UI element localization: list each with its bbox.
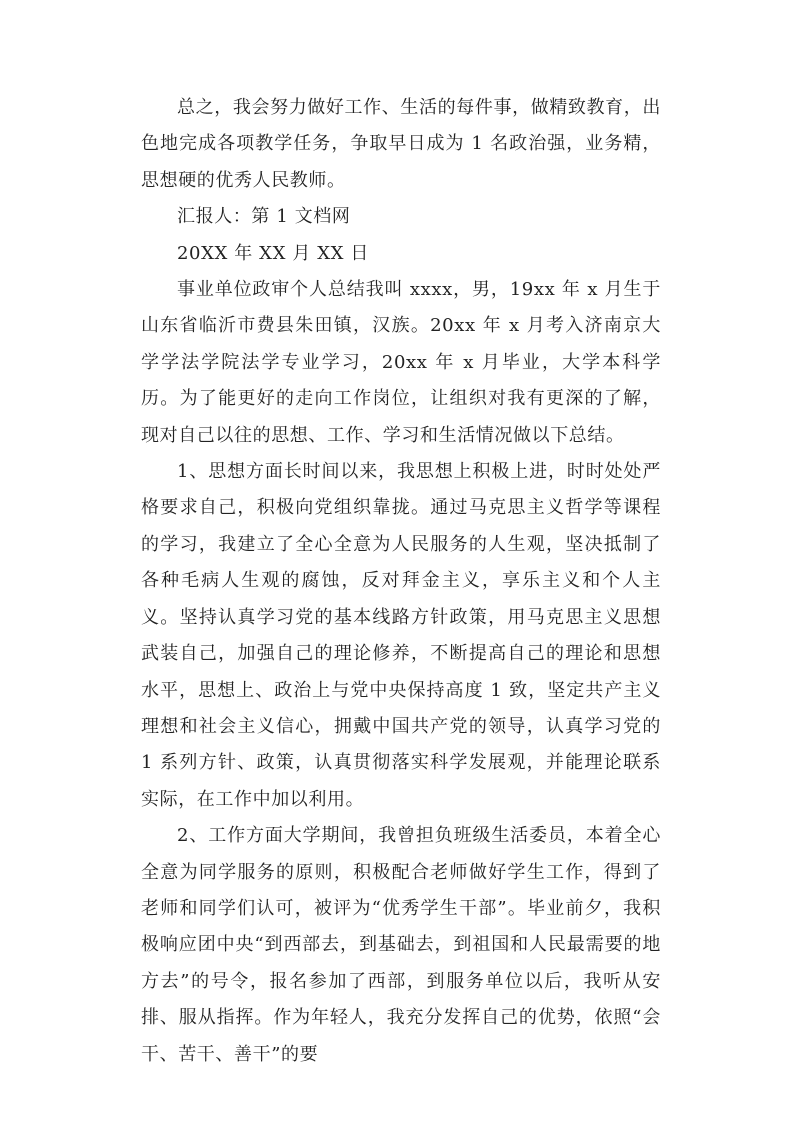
- work-paragraph: 2、工作方面大学期间，我曾担负班级生活委员，本着全心全意为同学服务的原则，积极配合老师做好学生工作，得到了老师和同学们认可，被评为“优秀学生干部”。毕业前夕，我积极响应团中央“到西部去，到基础去，到祖国和人民最需要的地方去”的号令，报名参加了西部，到服务单位以后，我听从安排、服从指挥。作为年轻人，我充分发挥自己的优势，依照“会干、苦干、善干”的要: [141, 825, 661, 1065]
- summary-intro-paragraph: 事业单位政审个人总结我叫 xxxx，男，19xx 年 x 月生于山东省临沂市费县朱田镇，汉族。20xx 年 x 月考入济南京大学学法学院法学专业学习，20xx 年 x 月毕业，大学本科学历。为了能更好的走向工作岗位，让组织对我有更深的了解，现对自己以往的思想、工作、学习和生活情况做以下总结。: [141, 279, 661, 446]
- document-body: [141, 90, 661, 1073]
- ideology-paragraph: 1、思想方面长时间以来，我思想上积极上进，时时处处严格要求自己，积极向党组织靠拢。通过马克思主义哲学等课程的学习，我建立了全心全意为人民服务的人生观，坚决抵制了各种毛病人生观的腐蚀，反对拜金主义，享乐主义和个人主义。坚持认真学习党的基本线路方针政策，用马克思主义思想武装自己，加强自己的理论修养，不断提高自己的理论和思想水平，思想上、政治上与党中央保持高度 1 致，坚定共产主义理想和社会主义信心，拥戴中国共产党的领导，认真学习党的 1 系列方针、政策，认真贯彻落实科学发展观，并能理论联系实际，在工作中加以利用。: [141, 461, 661, 810]
- date-line: 20XX 年 XX 月 XX 日: [177, 242, 369, 264]
- closing-paragraph: 总之，我会努力做好工作、生活的每件事，做精致教育，出色地完成各项教学任务，争取早日成为 1 名政治强，业务精，思想硬的优秀人民教师。: [141, 97, 661, 191]
- reporter-line: 汇报人：第 1 文档网: [177, 206, 351, 228]
